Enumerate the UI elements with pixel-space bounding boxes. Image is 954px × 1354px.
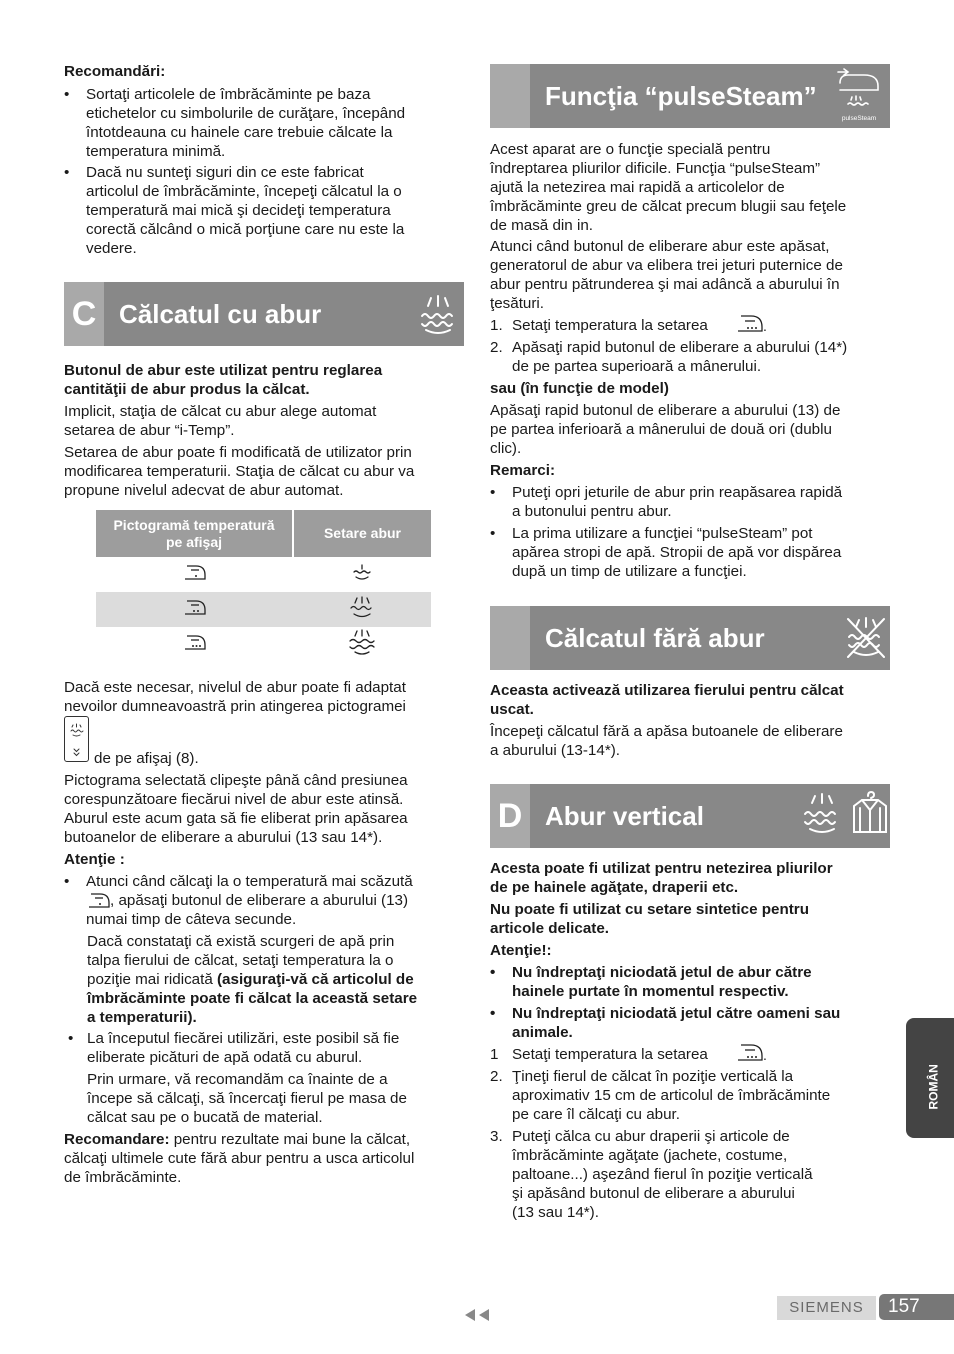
section-d-header: [490, 784, 890, 848]
vertical-step-1: 1 Setaţi temperatura la setarea .: [490, 1045, 498, 1064]
steam-pictogram-button-icon: [64, 716, 89, 762]
iron-temp-3-icon: [182, 633, 208, 651]
pulse-step-2: 2. Apăsaţi rapid butonul de eliberare a aburului (14*) de pe partea superioară a mânerului.: [490, 339, 848, 375]
attention-label: Atenţie :: [64, 851, 125, 868]
page-number: 157: [879, 1294, 954, 1320]
steam-button-intro: Butonul de abur este utilizat pentru reglarea cantităţii de abur produs la călcat.: [64, 362, 383, 398]
table-row: [96, 627, 431, 662]
para-steam-setting: Setarea de abur poate fi modificată de utilizator prin modificarea temperaturii. Staţia de călcat cu abur va propune nivelul adecvat de abur automat.: [64, 444, 415, 499]
para-adapt: Dacă este necesar, nivelul de abur poate fi adaptat nevoilor dumneavoastră prin atingerea pictogramei: [64, 679, 406, 715]
language-tab[interactable]: [906, 1018, 954, 1138]
pulse-para-1: Acest aparat are o funcţie specială pentru îndreptarea pliurilor dificile. Funcţia “pulseSteam” ajută la netezirea mai rapidă a articolelor de îmbrăcăminte greu de călcat precum blugii sau feţele de masă din in.: [490, 141, 847, 234]
para-itemp: Implicit, staţia de călcat cu abur alege automat setarea de abur “i-Temp”.: [64, 403, 377, 439]
pulse-para-2: Atunci când butonul de eliberare abur este apăsat, generatorul de abur va elibera trei jeturi puternice de abur pentru pătrunderea şi mai adâncă a aburului în ţesături.: [490, 238, 843, 312]
section-title: Călcatul fără abur: [545, 623, 765, 653]
attention-test-para: Prin urmare, vă recomandăm ca înainte de a începe să călcaţi, să încercaţi fierul pe masa de călcat sau pe o bucată de material.: [87, 1071, 407, 1126]
recommendations-title: Recomandări:: [64, 63, 166, 80]
remarks-label: Remarci:: [490, 462, 555, 479]
steam-settings-table: [96, 510, 431, 662]
section-letter: D: [497, 797, 523, 835]
attention-leak-para: Dacă constataţi că există scurgeri de apă prin talpa fierului de călcat, setaţi temperatura la o poziţie mai ridicată (asiguraţi-vă că articolul de îmbrăcăminte poate fi călcat la această setare a temperaturii).: [87, 933, 418, 1026]
iron-temp-1-icon: [182, 563, 208, 581]
steam-medium-icon: [348, 595, 376, 619]
iron-temp-1-icon: [86, 891, 112, 909]
steam-max-icon: [416, 292, 460, 336]
svg-text:.: .: [763, 1047, 767, 1063]
svg-text:pulseSteam: pulseSteam: [841, 115, 877, 122]
table-header-steam: Setare abur: [293, 510, 431, 557]
model-dependent-label: sau (în funcţie de model): [490, 380, 669, 397]
dry-ironing-header: [490, 606, 890, 670]
vertical-warning-synthetic: Nu poate fi utilizat cu setare sintetice pentru articole delicate.: [490, 901, 809, 937]
dry-intro: Aceasta activează utilizarea fierului pentru călcat uscat.: [490, 682, 844, 718]
no-steam-icon: [844, 615, 888, 661]
steam-low-icon: [351, 563, 373, 581]
iron-temp-3-icon: [736, 313, 766, 335]
section-title: Funcţia “pulseSteam”: [545, 81, 817, 111]
steam-max-icon: [347, 628, 377, 656]
model-dependent-para: Apăsaţi rapid butonul de eliberare a aburului (13) de pe partea inferioară a mânerului de două ori (dublu clic).: [490, 402, 841, 457]
previous-page-icon[interactable]: [463, 1307, 491, 1323]
para-pictogram-blink: Pictograma selectată clipeşte până când presiunea corespunzătoare fiecărui nivel de abur este atinsă. Aburul este acum gata să fie eliberat prin apăsarea butoanelor de eliberare a aburului (13 sau 14*).: [64, 772, 408, 846]
vertical-intro: Acesta poate fi utilizat pentru netezirea pliurilor de pe hainele agăţate, draperii etc.: [490, 860, 833, 896]
iron-temp-3-icon: [736, 1042, 766, 1064]
dry-para: Începeţi călcatul fără a apăsa butoanele de eliberare a aburului (13-14*).: [490, 723, 843, 759]
pulsesteam-header: [490, 64, 890, 128]
para-display-ref: de pe afişaj (8).: [94, 750, 199, 767]
pulsesteam-icon: [832, 68, 886, 124]
vertical-attention-label: Atenţie!:: [490, 942, 552, 959]
iron-temp-2-icon: [182, 598, 208, 616]
table-row: [96, 557, 431, 592]
vertical-steam-icon: [802, 790, 888, 842]
brand-label: SIEMENS: [777, 1296, 876, 1320]
vertical-step-2: 2. Ţineţi fierul de călcat în poziţie verticală la aproximativ 15 cm de articolul de îmbrăcăminte pe care îl călcaţi cu abur.: [490, 1068, 831, 1123]
recommendation-para: Recomandare: pentru rezultate mai bune la călcat, călcaţi ultimele cute fără abur pentru a usca articolul de îmbrăcăminte.: [64, 1131, 415, 1186]
section-c-header: [64, 282, 464, 346]
table-header-temperature: Pictogramă temperatură pe afişaj: [96, 510, 293, 557]
pulse-step-1: 1. Setaţi temperatura la setarea .: [490, 316, 503, 335]
vertical-step-3: 3. Puteţi călca cu abur draperii şi articole de îmbrăcăminte agăţate (jachete, costume, paltoane...) aşezând fierul în poziţie verticală şi apăsând butonul de eliberare a aburului (13 sau 14*).: [490, 1128, 813, 1221]
svg-text:.: .: [763, 318, 767, 334]
section-title: Călcatul cu abur: [119, 299, 322, 329]
section-title: Abur vertical: [545, 801, 704, 831]
language-tab-label: ROMÂN: [926, 1064, 941, 1110]
table-row: [96, 592, 431, 627]
section-letter: C: [71, 295, 97, 333]
